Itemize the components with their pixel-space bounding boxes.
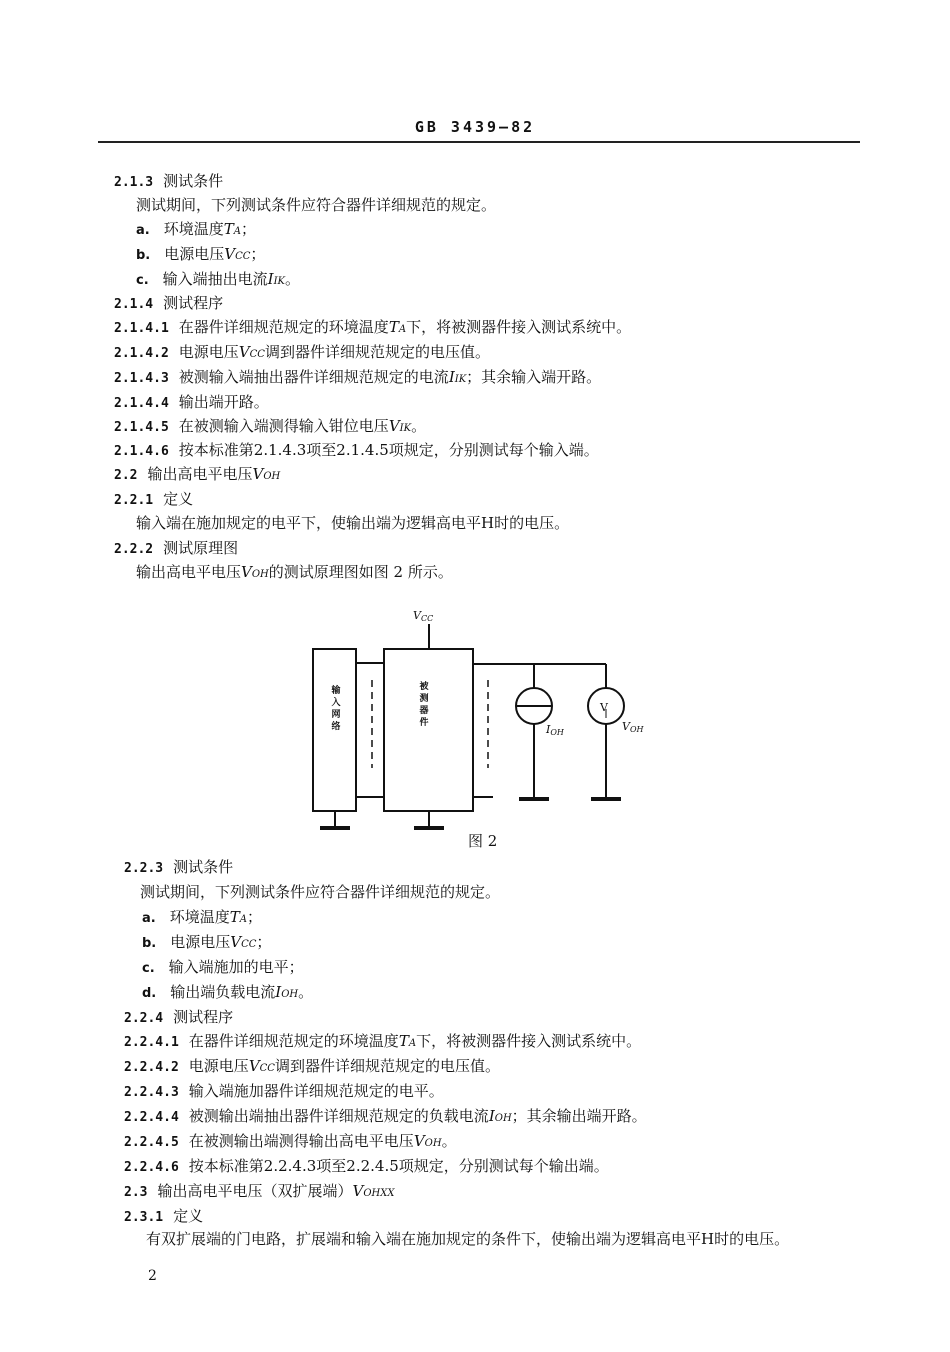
section-2-1-3: 2.1.3 测试条件	[114, 172, 224, 190]
section-2-1-3-intro: 测试期间，下列测试条件应符合器件详细规范的规定。	[136, 196, 497, 214]
document-header: GB 3439—82	[414, 118, 536, 136]
step-2-2-4-1: 2.2.4.1 在器件详细规范规定的环境温度TA下，将被测器件接入测试系统中。	[124, 1032, 642, 1050]
condition-c: c. 输入端施加的电平；	[142, 958, 304, 976]
vcc-label: VCC	[413, 609, 434, 623]
condition-b: b. 电源电压VCC；	[136, 245, 266, 263]
step-2-1-4-6: 2.1.4.6 按本标准第2.1.4.3项至2.1.4.5项规定，分别测试每个输入端。	[114, 441, 599, 459]
step-2-1-4-5: 2.1.4.5 在被测输入端测得输入钳位电压VIK。	[114, 417, 427, 435]
current-label: IOH	[546, 723, 564, 737]
section-2-2-3: 2.2.3 测试条件	[124, 858, 234, 876]
figure-caption: 图 2	[468, 832, 498, 850]
section-2-3: 2.3 输出高电平电压（双扩展端）VOHXX	[124, 1182, 395, 1200]
header-rule	[98, 141, 860, 143]
dut-char: 件	[419, 718, 429, 728]
voltmeter-circle	[588, 688, 624, 724]
dut-char: 测	[419, 694, 429, 704]
meter-letter: V	[600, 701, 608, 714]
step-2-2-4-3: 2.2.4.3 输入端施加器件详细规范规定的电平。	[124, 1082, 444, 1100]
section-2-3-1-text: 有双扩展端的门电路，扩展端和输入端在施加规定的条件下，使输出端为逻辑高电平H时的电压。	[146, 1230, 790, 1248]
voltage-label: VOH	[622, 720, 644, 734]
condition-b: b. 电源电压VCC；	[142, 933, 272, 951]
section-2-1-4: 2.1.4 测试程序	[114, 294, 224, 312]
step-2-2-4-2: 2.2.4.2 电源电压VCC调到器件详细规范规定的电压值。	[124, 1057, 500, 1075]
step-2-2-4-4: 2.2.4.4 被测输出端抽出器件详细规范规定的负载电流IOH；其余输出端开路。	[124, 1107, 647, 1125]
section-2-2-4: 2.2.4 测试程序	[124, 1008, 234, 1026]
step-2-1-4-4: 2.1.4.4 输出端开路。	[114, 393, 269, 411]
condition-c: c. 输入端抽出电流IIK。	[136, 270, 301, 288]
step-2-1-4-3: 2.1.4.3 被测输入端抽出器件详细规范规定的电流IIK；其余输入端开路。	[114, 368, 602, 386]
condition-d: d. 输出端负载电流IOH。	[142, 983, 314, 1001]
condition-a: a. 环境温度TA；	[136, 220, 256, 238]
step-2-1-4-1: 2.1.4.1 在器件详细规范规定的环境温度TA下，将被测器件接入测试系统中。	[114, 318, 632, 336]
section-2-2: 2.2 输出高电平电压VOH	[114, 465, 281, 483]
step-2-2-4-6: 2.2.4.6 按本标准第2.2.4.3项至2.2.4.5项规定，分别测试每个输出端。	[124, 1157, 609, 1175]
page-number: 2	[148, 1268, 157, 1284]
step-2-1-4-2: 2.1.4.2 电源电压VCC调到器件详细规范规定的电压值。	[114, 343, 490, 361]
current-source-circle	[516, 688, 552, 724]
input-network-box	[313, 649, 356, 811]
dut-char: 被	[419, 682, 429, 692]
dut-char: 器	[419, 706, 429, 716]
dut-box	[384, 649, 473, 811]
section-2-2-2-text: 输出高电平电压VOH的测试原理图如图 2 所示。	[136, 563, 453, 581]
input-network-char: 入	[331, 698, 341, 708]
condition-a: a. 环境温度TA；	[142, 908, 262, 926]
section-2-2-1: 2.2.1 定义	[114, 490, 194, 508]
input-network-char: 网	[331, 710, 341, 720]
section-2-2-2: 2.2.2 测试原理图	[114, 539, 239, 557]
section-2-3-1: 2.3.1 定义	[124, 1207, 204, 1225]
section-2-2-1-text: 输入端在施加规定的电平下，使输出端为逻辑高电平H时的电压。	[136, 514, 570, 532]
input-network-char: 络	[331, 722, 341, 732]
section-2-2-3-intro: 测试期间，下列测试条件应符合器件详细规范的规定。	[140, 883, 501, 901]
step-2-2-4-5: 2.2.4.5 在被测输出端测得输出高电平电压VOH。	[124, 1132, 457, 1150]
input-network-char: 输	[331, 686, 341, 696]
